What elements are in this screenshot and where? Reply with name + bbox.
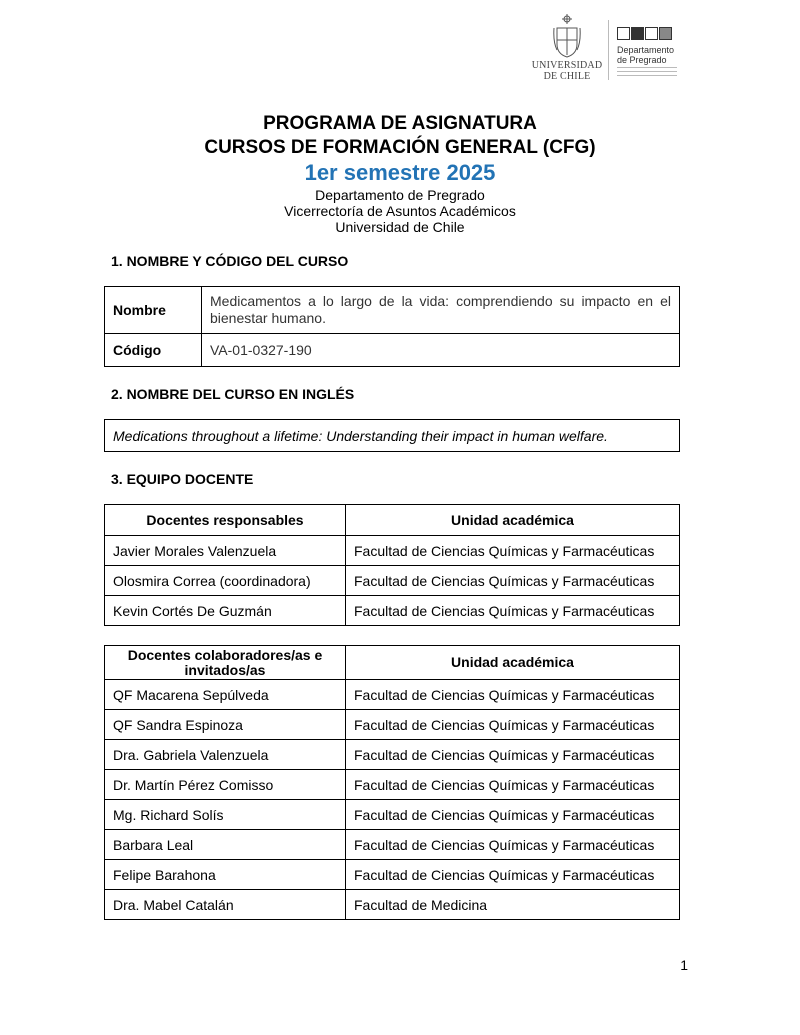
table-row xyxy=(105,860,680,890)
table-row xyxy=(105,680,680,710)
teacher-name: Kevin Cortés De Guzmán xyxy=(105,596,346,626)
university-crest-icon xyxy=(553,14,581,58)
table-row xyxy=(105,740,680,770)
academic-unit: Facultad de Ciencias Químicas y Farmacéuticas xyxy=(346,740,680,770)
academic-unit: Facultad de Ciencias Químicas y Farmacéuticas xyxy=(346,800,680,830)
course-name-value: Medicamentos a lo largo de la vida: comprendiendo su impacto en el bienestar humano. xyxy=(202,287,680,334)
teacher-name: Mg. Richard Solís xyxy=(105,800,346,830)
issuer-line3: Universidad de Chile xyxy=(335,219,465,235)
university-name-line1: UNIVERSIDAD xyxy=(531,60,603,71)
academic-unit: Facultad de Medicina xyxy=(346,890,680,920)
academic-unit: Facultad de Ciencias Químicas y Farmacéuticas xyxy=(346,596,680,626)
course-code-value: VA-01-0327-190 xyxy=(202,334,680,367)
document-title: PROGRAMA DE ASIGNATURA xyxy=(263,113,537,134)
collaborating-teachers-table xyxy=(104,645,680,920)
column-header-unit: Unidad académica xyxy=(346,646,680,680)
academic-unit: Facultad de Ciencias Químicas y Farmacéuticas xyxy=(346,536,680,566)
table-row xyxy=(105,800,680,830)
teacher-name: Dra. Mabel Catalán xyxy=(105,890,346,920)
teacher-name: Felipe Barahona xyxy=(105,860,346,890)
academic-unit: Facultad de Ciencias Químicas y Farmacéuticas xyxy=(346,830,680,860)
department-name-line1: Departamento xyxy=(617,45,675,55)
table-row xyxy=(105,596,680,626)
academic-unit: Facultad de Ciencias Químicas y Farmacéuticas xyxy=(346,566,680,596)
teacher-name: Olosmira Correa (coordinadora) xyxy=(105,566,346,596)
section-heading-english-name: 2. NOMBRE DEL CURSO EN INGLÉS xyxy=(111,386,355,402)
department-name-line2: de Pregrado xyxy=(617,55,667,65)
table-row xyxy=(105,536,680,566)
table-row xyxy=(105,770,680,800)
teacher-name: Dr. Martín Pérez Comisso xyxy=(105,770,346,800)
table-row xyxy=(105,890,680,920)
teacher-name: QF Macarena Sepúlveda xyxy=(105,680,346,710)
teacher-name: Barbara Leal xyxy=(105,830,346,860)
department-subtext xyxy=(617,67,677,79)
column-header-teacher: Docentes colaboradores/as e invitados/as xyxy=(105,646,346,680)
semester-title: 1er semestre 2025 xyxy=(304,160,496,185)
teacher-name: QF Sandra Espinoza xyxy=(105,710,346,740)
teacher-name: Javier Morales Valenzuela xyxy=(105,536,346,566)
code-label: Código xyxy=(105,334,202,367)
section-heading-name-code: 1. NOMBRE Y CÓDIGO DEL CURSO xyxy=(111,253,349,269)
logo-divider xyxy=(608,20,609,80)
document-subtitle: CURSOS DE FORMACIÓN GENERAL (CFG) xyxy=(204,137,596,158)
responsible-teachers-table xyxy=(104,504,680,626)
academic-unit: Facultad de Ciencias Químicas y Farmacéuticas xyxy=(346,710,680,740)
column-header-teacher: Docentes responsables xyxy=(105,505,346,536)
table-row xyxy=(105,566,680,596)
name-label: Nombre xyxy=(105,287,202,334)
table-row xyxy=(105,710,680,740)
issuer-line1: Departamento de Pregrado xyxy=(315,187,485,203)
column-header-unit: Unidad académica xyxy=(346,505,680,536)
academic-unit: Facultad de Ciencias Químicas y Farmacéuticas xyxy=(346,860,680,890)
teacher-name: Dra. Gabriela Valenzuela xyxy=(105,740,346,770)
academic-unit: Facultad de Ciencias Químicas y Farmacéuticas xyxy=(346,680,680,710)
university-name-line2: DE CHILE xyxy=(543,71,591,82)
issuer-line2: Vicerrectoría de Asuntos Académicos xyxy=(284,203,516,219)
table-row xyxy=(105,830,680,860)
course-name-table xyxy=(104,286,680,367)
section-heading-teaching-team: 3. EQUIPO DOCENTE xyxy=(111,471,254,487)
department-logo-icon xyxy=(617,27,673,41)
academic-unit: Facultad de Ciencias Químicas y Farmacéuticas xyxy=(346,770,680,800)
english-course-name: Medications throughout a lifetime: Understanding their impact in human welfare. xyxy=(104,419,680,452)
page-number: 1 xyxy=(680,957,688,973)
